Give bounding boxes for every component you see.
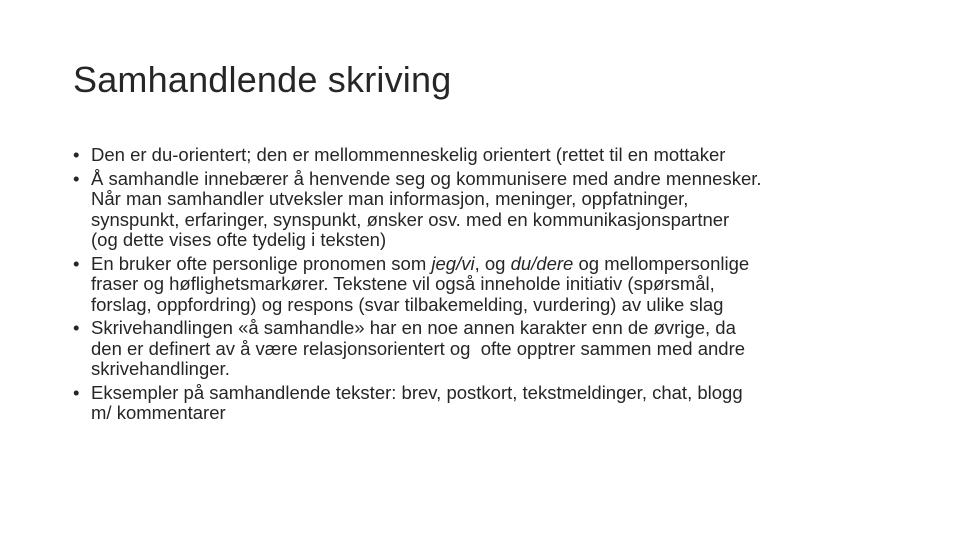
bullet-item-4 bbox=[73, 318, 893, 380]
bullet-2-line-1: Å samhandle innebærer å henvende seg og kommunisere med andre mennesker. bbox=[91, 167, 762, 189]
bullet-3-line-2: fraser og høflighetsmarkører. Tekstene vil også inneholde initiativ (spørsmål, bbox=[91, 273, 715, 294]
bullet-dot-icon: • bbox=[73, 167, 80, 189]
bullet-item-2 bbox=[73, 169, 893, 251]
bullet-dot-icon: • bbox=[73, 252, 80, 274]
bullet-2-line-3: synspunkt, erfaringer, synspunkt, ønsker osv. med en kommunikasjonspartner bbox=[91, 208, 730, 230]
bullet-list bbox=[73, 145, 893, 427]
bullet-item-5 bbox=[73, 383, 893, 424]
bullet-2-line-2: Når man samhandler utveksler man informasjon, meninger, oppfatninger, bbox=[91, 188, 689, 209]
bullet-5-line-2: m/ kommentarer bbox=[91, 402, 226, 423]
bullet-5-line-1: Eksempler på samhandlende tekster: brev, postkort, tekstmeldinger, chat, blogg bbox=[91, 381, 743, 403]
slide-title: Samhandlende skriving bbox=[73, 59, 452, 100]
bullet-dot-icon: • bbox=[73, 144, 80, 165]
bullet-3-line-1 bbox=[91, 254, 893, 275]
bullet-4-line-1: Skrivehandlingen «å samhandle» har en noe annen karakter enn de øvrige, da bbox=[91, 317, 736, 338]
bullet-dot-icon: • bbox=[73, 381, 80, 403]
pronoun-jeg-vi: jeg/vi bbox=[431, 252, 475, 274]
bullet-dot-icon: • bbox=[73, 317, 80, 338]
bullet-item-1 bbox=[73, 145, 893, 166]
bullet-3-text-b: , og bbox=[474, 252, 511, 274]
bullet-1-line-1: Den er du-orientert; den er mellommenneskelig orientert (rettet til en mottaker bbox=[91, 144, 726, 165]
pronoun-du-dere: du/dere bbox=[510, 252, 574, 274]
bullet-4-line-3: skrivehandlinger. bbox=[91, 358, 230, 379]
bullet-2-line-4: (og dette vises ofte tydelig i teksten) bbox=[91, 229, 387, 250]
bullet-3-text-c: og mellompersonlige bbox=[573, 252, 750, 274]
bullet-item-3 bbox=[73, 254, 893, 316]
bullet-3-line-3: forslag, oppfordring) og respons (svar tilbakemelding, vurdering) av ulike slag bbox=[91, 293, 724, 315]
bullet-3-text-a: En bruker ofte personlige pronomen som bbox=[91, 252, 432, 274]
bullet-4-line-2: den er definert av å være relasjonsorientert og ofte opptrer sammen med andre bbox=[91, 337, 746, 359]
